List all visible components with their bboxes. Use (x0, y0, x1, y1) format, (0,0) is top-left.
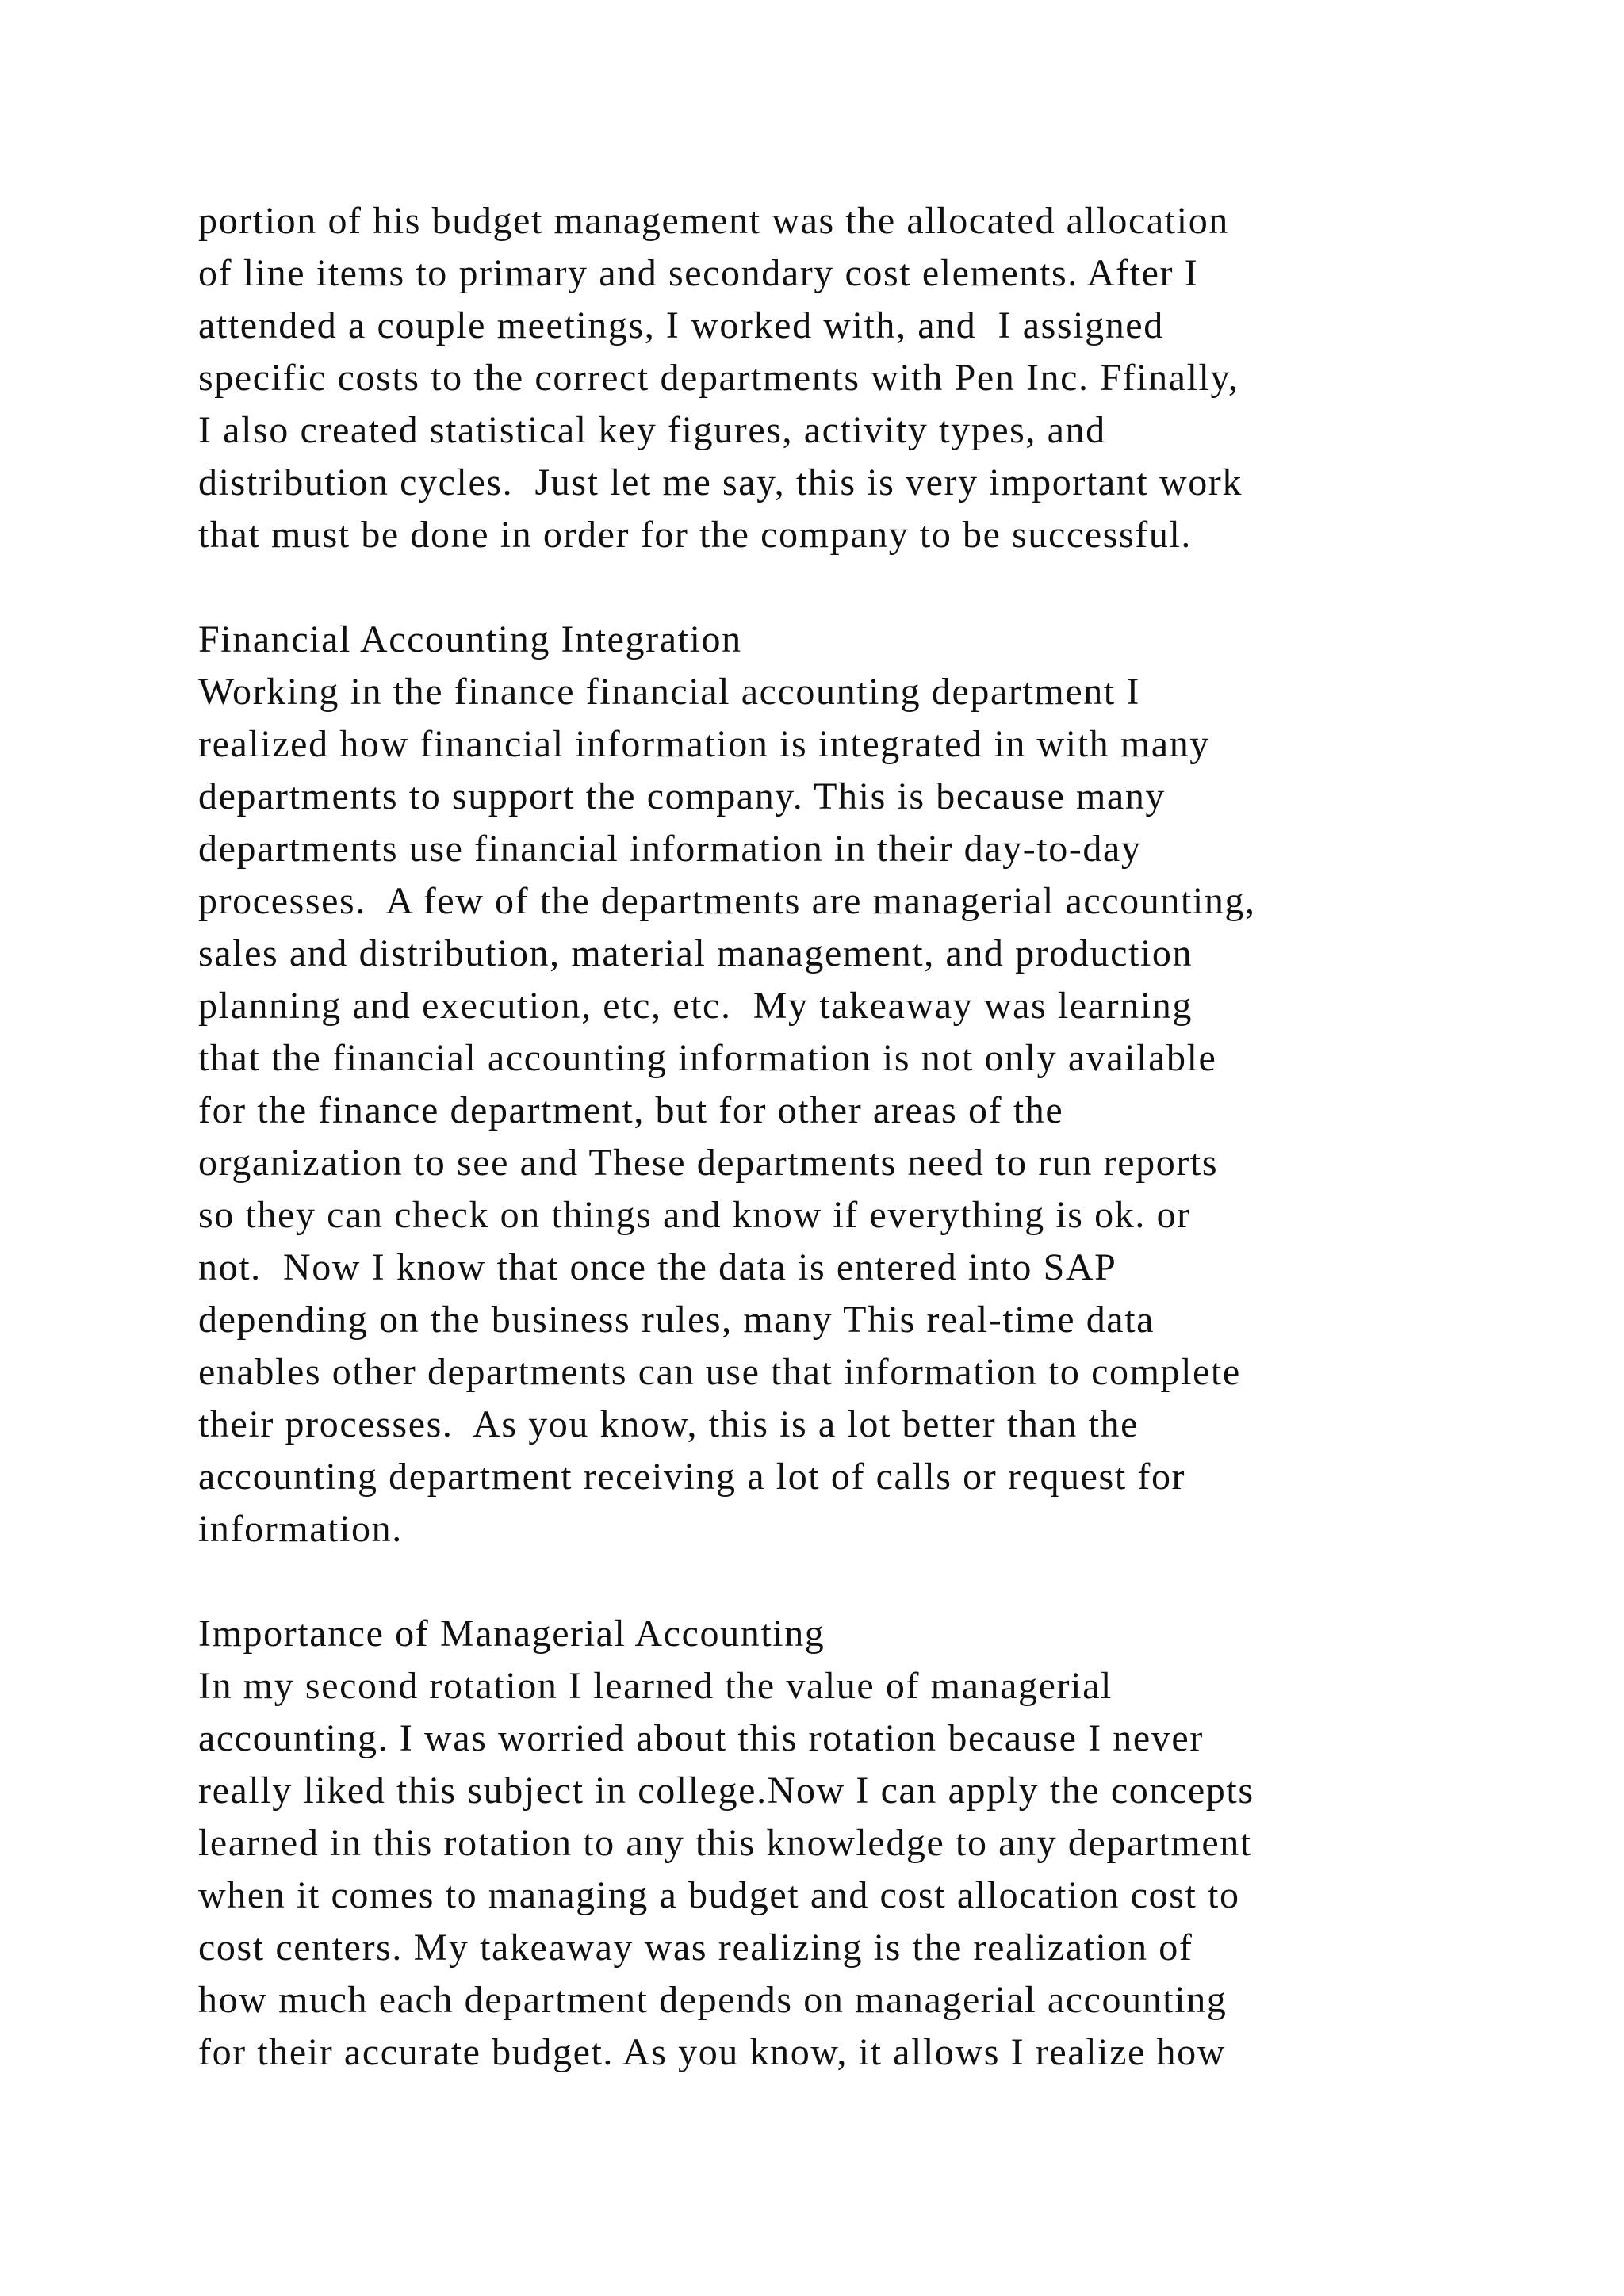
text-line: attended a couple meetings, I worked with, and I assigned (198, 304, 1164, 346)
text-line: distribution cycles. Just let me say, this is very important work (198, 461, 1243, 503)
text-line: learned in this rotation to any this knowledge to any department (198, 1822, 1252, 1864)
section-heading: Importance of Managerial Accounting (198, 1613, 825, 1655)
text-line: accounting department receiving a lot of calls or request for (198, 1456, 1186, 1498)
text-line: for the finance department, but for other areas of the (198, 1089, 1064, 1131)
intro-paragraph (198, 195, 1562, 561)
text-line: accounting. I was worried about this rotation because I never (198, 1717, 1204, 1759)
text-line: that the financial accounting information is not only available (198, 1037, 1217, 1079)
paragraph-spacer (198, 1556, 1562, 1608)
text-line: I also created statistical key figures, activity types, and (198, 409, 1106, 451)
text-line: when it comes to managing a budget and cost allocation cost to (198, 1874, 1240, 1916)
text-line: departments use financial information in their day-to-day (198, 828, 1142, 870)
text-line: processes. A few of the departments are managerial accounting, (198, 880, 1256, 922)
text-line: departments to support the company. This is because many (198, 775, 1166, 817)
text-line: really liked this subject in college.Now I can apply the concepts (198, 1770, 1254, 1812)
text-line: that must be done in order for the company to be successful. (198, 514, 1193, 556)
text-line: depending on the business rules, many This real-time data (198, 1299, 1155, 1341)
document-body (198, 195, 1562, 2079)
text-line: how much each department depends on managerial accounting (198, 1979, 1228, 2021)
text-line: realized how financial information is integrated in with many (198, 723, 1210, 765)
text-line: so they can check on things and know if everything is ok. or (198, 1194, 1191, 1236)
text-line: sales and distribution, material management, and production (198, 932, 1193, 974)
text-line: organization to see and These departments need to run reports (198, 1142, 1219, 1184)
section-heading: Financial Accounting Integration (198, 618, 742, 660)
financial-accounting-section (198, 614, 1562, 1556)
text-line: of line items to primary and secondary cost elements. After I (198, 252, 1199, 294)
text-line: for their accurate budget. As you know, it allows I realize how (198, 2031, 1226, 2073)
managerial-accounting-section (198, 1608, 1562, 2079)
text-line: cost centers. My takeaway was realizing is the realization of (198, 1927, 1193, 1969)
text-line: information. (198, 1508, 403, 1550)
text-line: planning and execution, etc, etc. My takeaway was learning (198, 985, 1193, 1027)
text-line: their processes. As you know, this is a lot better than the (198, 1403, 1139, 1445)
text-line: specific costs to the correct departments with Pen Inc. Ffinally, (198, 357, 1239, 399)
text-line: Working in the finance financial accounting department I (198, 671, 1140, 713)
text-line: In my second rotation I learned the value of managerial (198, 1665, 1113, 1707)
text-line: enables other departments can use that information to complete (198, 1351, 1241, 1393)
text-line: not. Now I know that once the data is entered into SAP (198, 1246, 1117, 1288)
paragraph-spacer (198, 561, 1562, 614)
text-line: portion of his budget management was the allocated allocation (198, 200, 1229, 242)
